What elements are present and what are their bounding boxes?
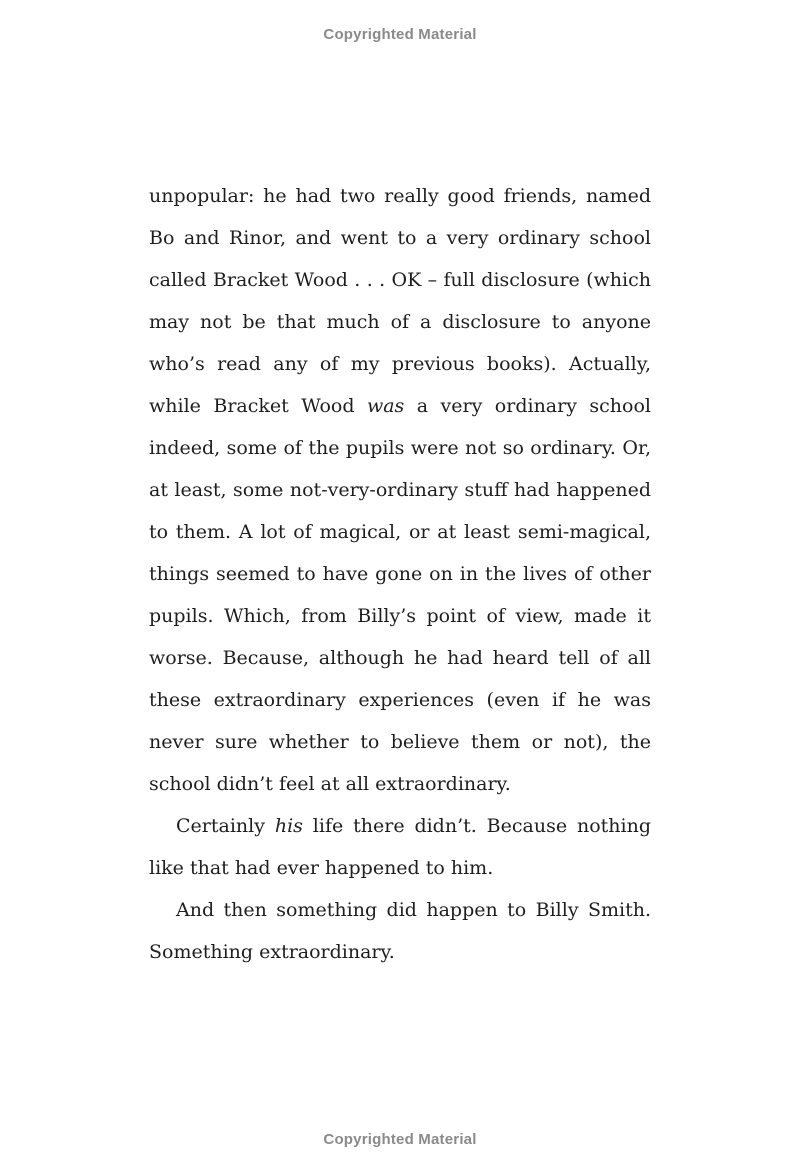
paragraph-2-text-start: Certainly bbox=[176, 815, 275, 837]
paragraph-2-text-end: life there didn’t. Because nothing like that had ever happened to him. bbox=[149, 815, 651, 879]
paragraph-1 bbox=[149, 175, 651, 805]
page-body bbox=[149, 175, 651, 973]
paragraph-1-text-end: a very ordinary school indeed, some of the pupils were not so ordinary. Or, at least, some not-very-ordinary stuff had happened to them. A lot of magical, or at least semi-magical, things seemed to have gone on in the lives of other pupils. Which, from Billy’s point of view, made it worse. Because, although he had heard tell of all these extraordinary experiences (even if he was never sure whether to believe them or not), the school didn’t feel at all extraordinary. bbox=[149, 395, 651, 795]
paragraph-3: And then something did happen to Billy Smith. Something extraordinary. bbox=[149, 899, 651, 963]
paragraph-2 bbox=[149, 805, 651, 889]
paragraph-2-emphasis: his bbox=[274, 815, 303, 837]
copyright-watermark-top: Copyrighted Material bbox=[323, 26, 477, 43]
copyright-watermark-bottom: Copyrighted Material bbox=[323, 1131, 477, 1148]
paragraph-1-emphasis: was bbox=[366, 395, 405, 417]
paragraph-1-text-start: unpopular: he had two really good friends, named Bo and Rinor, and went to a very ordinary school called Bracket Wood . . . OK – full disclosure (which may not be that much of a disclosure to anyone who’s read any of my previous books). Actually, while Bracket Wood bbox=[149, 185, 651, 417]
